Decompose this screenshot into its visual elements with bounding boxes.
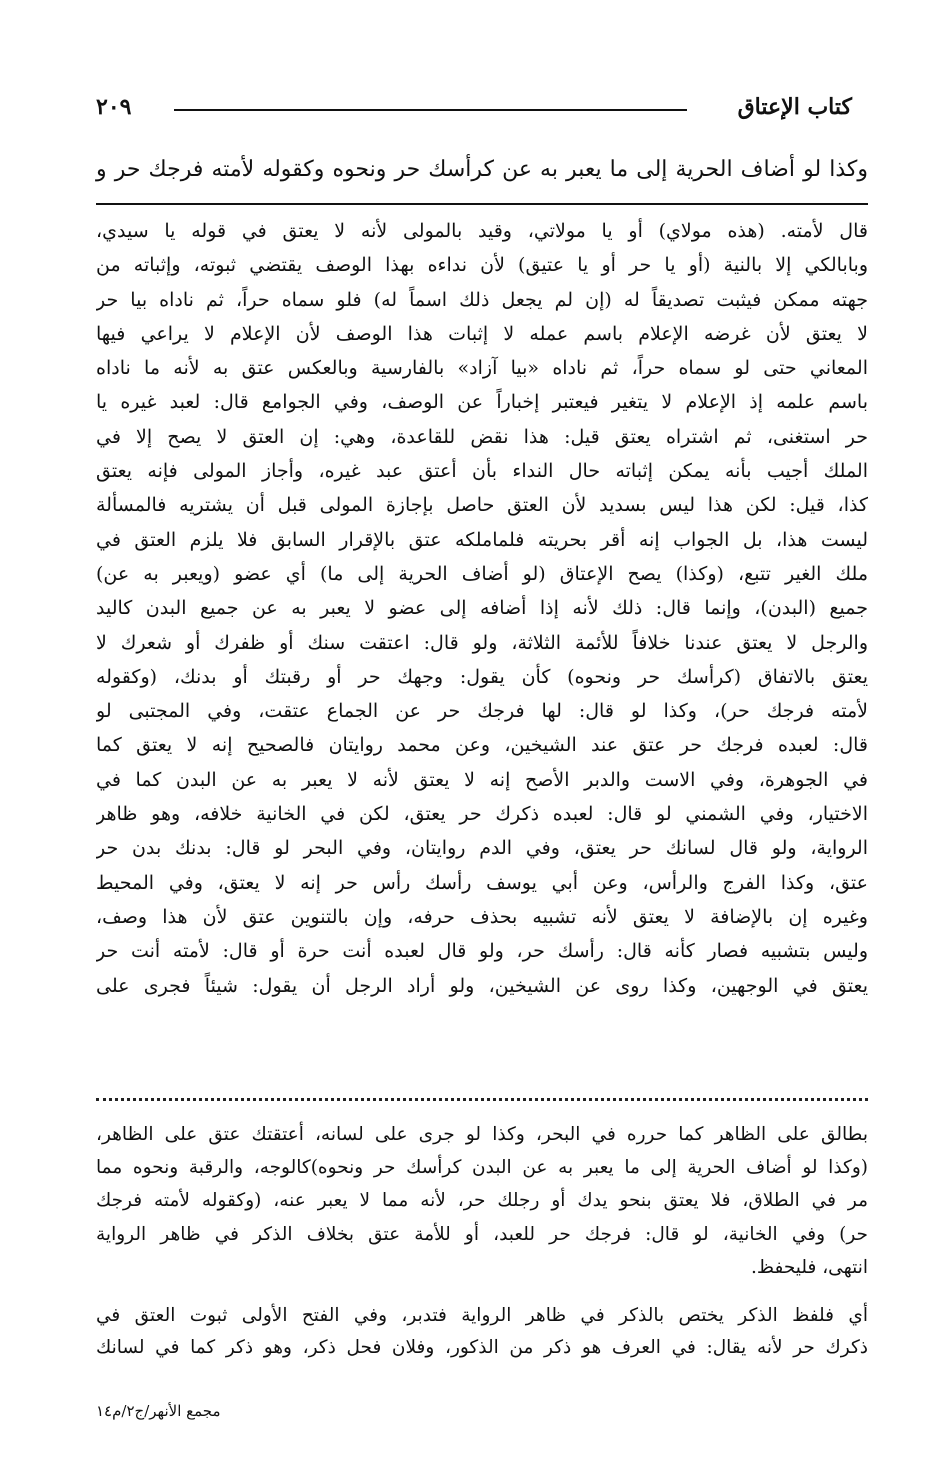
chapter-title: كتاب الإعتاق	[737, 94, 852, 120]
commentary-line: باسم علمه إذ الإعلام لا يتغير فيعتبر إخباراً عن الوصف، وفي الجوامع قال: لعبد غيره يا	[96, 391, 868, 414]
commentary-line: وغيره إن بالإضافة لا يعتق لأنه تشبيه بحذف حرفه، وإن بالتنوين عتق لأن هذا وصف،	[96, 905, 868, 928]
gloss-line: حر) وفي الخانية، لو قال: فرجك حر للعبد، أو للأمة عتق بخلاف الذكر في ظاهر الرواية	[96, 1223, 868, 1245]
gloss-line: (وكذا لو أضاف الحرية إلى ما يعبر به عن البدن كرأسك حر ونحوه)كالوجه، والرقبة ونحوه مما	[96, 1157, 868, 1179]
commentary-line: قال: لعبده فرجك حر عتق عند الشيخين، وعن محمد روايتان فالصحيح إنه لا يعتق كما	[96, 734, 868, 757]
commentary-line: الاختيار، وفي الشمني لو قال: لعبده ذكرك حر يعتق، لكن في الخانية خلافه، وهو ظاهر	[96, 803, 868, 826]
gloss-line: انتهى، فليحفظ.	[751, 1256, 868, 1278]
commentary-line: لا يعتق لأن غرضه الإعلام باسم عمله لا إثبات هذا الوصف لأن الإعلام لا يراعي فيها	[96, 322, 868, 345]
commentary-line: الرواية، ولو قال لسانك حر يعتق، وفي الدم روايتان، وفي البحر لو قال: بدنك بدن حر	[96, 837, 868, 860]
commentary-line: ليست هذا، بل الجواب إنه أقر بحريته فلماملكه عتق بالإقرار السابق فلا يلزم العتق في	[96, 528, 868, 551]
commentary-line: الملك أجيب بأنه يمكن إثباته حال النداء بأن أعتق عبد غيره، وأجاز المولى فإنه يعتق	[96, 460, 868, 483]
footer-signature: مجمع الأنهر/ج٢/م١٤	[96, 1402, 221, 1420]
main-text: وكذا لو أضاف الحرية إلى ما يعبر به عن كرأسك حر ونحوه وكقوله لأمته فرجك حر و	[96, 157, 868, 182]
commentary-line: ملك الغير تتبع، (وكذا) يصح الإعتاق (لو أضاف الحرية إلى ما) أي عضو (ويعبر به عن)	[96, 562, 868, 585]
dotted-separator	[96, 1098, 868, 1101]
commentary-line: يعتق بالاتفاق (كرأسك حر ونحوه) كأن يقول: وجهك حر أو رقبتك أو بدنك، (وكقوله	[96, 665, 868, 688]
separator-line	[96, 203, 868, 205]
header-rule	[174, 109, 687, 111]
commentary-line: لأمته فرجك حر)، وكذا لو قال: لها فرجك حر عن الجماع عتقت، وفي المجتبى لو	[96, 700, 868, 723]
commentary-line: وليس بتشبيه فصار كأنه قال: رأسك حر، ولو قال لعبده أنت حرة أو قال: لأمته أنت حر	[96, 940, 868, 963]
gloss-line: بطالق على الظاهر كما حرره في البحر، وكذا لو جرى على لسانه، أعتقتك عتق على الظاهر،	[96, 1124, 868, 1145]
note-line: ذكرك حر لأنه يقال: في العرف هو ذكر من الذكور، وفلان فحل ذكر، وهو ذكر كما في لسانك	[96, 1337, 868, 1358]
commentary-line: حر استغنى، ثم اشتراه يعتق قيل: هذا نقض للقاعدة، وهي: إن العتق لا يصح إلا في	[96, 425, 868, 448]
gloss-block	[96, 1118, 868, 1284]
commentary-line: يعتق في الوجهين، وكذا روى عن الشيخين، ولو أراد الرجل أن يقول: شيئاً فجرى على	[96, 974, 868, 997]
commentary-line: عتق، وكذا الفرج والرأس، وعن أبي يوسف رأسك رأس حر إنه لا يعتق، وفي المحيط	[96, 871, 868, 894]
commentary-line: المعاني حتى لو سماه حراً، ثم ناداه «بيا آزاد» بالفارسية وبالعكس عتق به لأنه ما ناداه	[96, 357, 868, 380]
commentary-line: وبابالكي إلا بالنية (أو يا حر أو يا عتيق) لأن نداءه بهذا الوصف يقتضي ثبوته، وإثباته من	[96, 254, 868, 277]
note-block	[96, 1300, 868, 1364]
commentary-line: جهته ممكن فيثبت تصديقاً له (إن لم يجعل ذلك اسماً له) فلو سماه حراً، ثم ناداه بيا حر	[96, 288, 868, 311]
gloss-line: مر في الطلاق، فلا يعتق بنحو يدك أو رجلك حر، لأنه مما لا يعبر عنه، (وكقوله لأمته فرجك	[96, 1190, 868, 1212]
commentary-line: والرجل لا يعتق عندنا خلافاً للأئمة الثلاثة، ولو قال: اعتقت سنك أو ظفرك أو شعرك لا	[96, 631, 868, 654]
commentary-line: قال لأمته. (هذه مولاي) أو يا مولاتي، وقيد بالمولى لأنه لا يعتق في قوله يا سيدي،	[96, 220, 868, 242]
commentary-line: جميع (البدن)، وإنما قال: ذلك لأنه إذا أضافه إلى عضو لا يعبر به عن جميع البدن كاليد	[96, 597, 868, 620]
commentary-line: كذا، قيل: لكن هذا ليس بسديد لأن العتق حاصل بإجازة المولى قبل أن يشتريه فالمسألة	[96, 494, 868, 517]
commentary-line: في الجوهرة، وفي الاست والدبر الأصح إنه لا يعتق لأنه لا يعبر به عن البدن كما في	[96, 768, 868, 791]
commentary-block	[96, 214, 868, 1003]
page-number: ٢٠٩	[96, 94, 132, 120]
running-header	[96, 92, 852, 124]
note-line: أي فلفظ الذكر يختص بالذكر في ظاهر الرواية فتدبر، وفي الفتح الأولى ثبوت العتق في	[96, 1305, 868, 1326]
